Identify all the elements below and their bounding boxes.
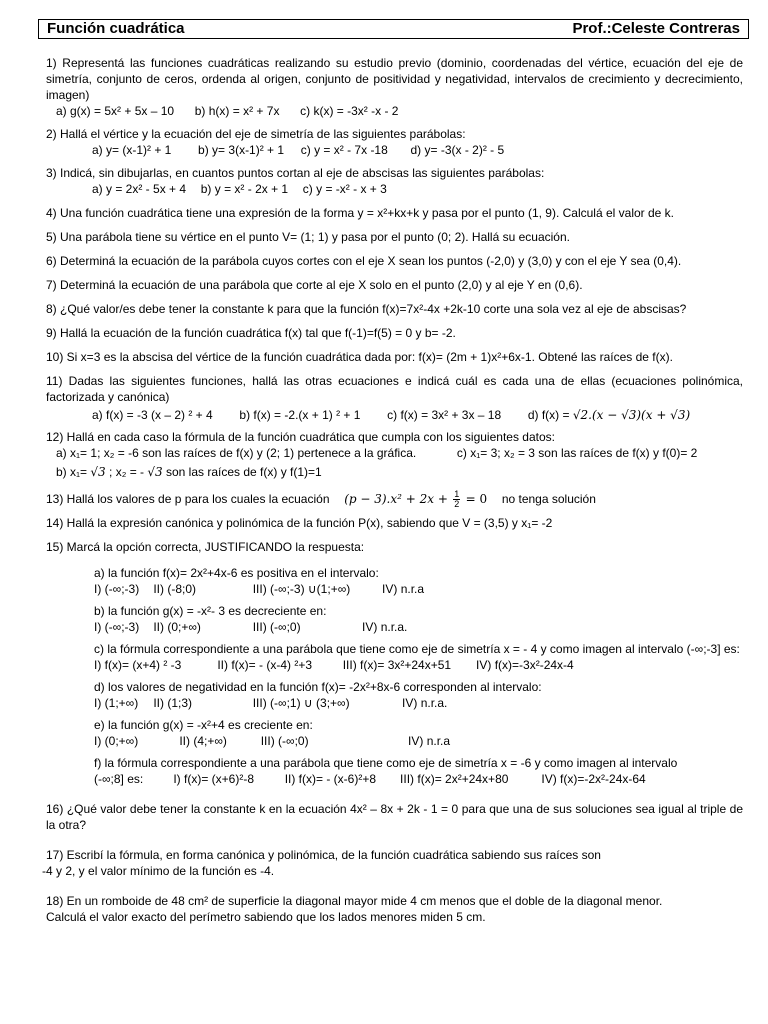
exercise-11a: a) f(x) = -3 (x – 2) ² + 4 bbox=[92, 408, 213, 422]
choice: I) f(x)= (x+4) ² -3 bbox=[94, 658, 182, 672]
exercise-8: 8) ¿Qué valor/es debe tener la constante k para que la función f(x)=7x²-4x +2k-10 corte una sola vez al eje de abscisas? bbox=[46, 302, 687, 316]
exercise-2c: c) y = x² - 7x -18 bbox=[300, 143, 388, 157]
choice: IV) n.r.a. bbox=[402, 696, 448, 710]
choice: IV) n.r.a bbox=[382, 582, 425, 596]
exercise-15c: c) la fórmula correspondiente a una parábola que tiene como eje de simetría x = - 4 y como imagen al intervalo (-∞;-3] es: bbox=[94, 642, 740, 656]
exercise-16: 16) ¿Qué valor debe tener la constante k en la ecuación 4x² – 8x + 2k - 1 = 0 para que una de sus soluciones sea igual al triple de la otra? bbox=[46, 802, 743, 832]
exercise-17-line-1: 17) Escribí la fórmula, en forma canónica y polinómica, de la función cuadrática sabiendo sus raíces son bbox=[46, 848, 601, 862]
fraction-denominator: 2 bbox=[454, 499, 460, 510]
worksheet-header bbox=[38, 19, 749, 39]
exercise-18-line-2: Calculá el valor exacto del perímetro sabiendo que los lados menores miden 5 cm. bbox=[46, 910, 486, 924]
exercise-1a: a) g(x) = 5x² + 5x – 10 bbox=[56, 104, 175, 118]
exercise-6: 6) Determiná la ecuación de la parábola cuyos cortes con el eje X sean los puntos (-2,0) y (3,0) y con el eje Y sea (0,4). bbox=[46, 254, 682, 268]
exercise-13-text: 13) Hallá los valores de p para los cuales la ecuación bbox=[46, 492, 330, 506]
exercise-1: 1) Representá las funciones cuadráticas realizando su estudio previo (dominio, coordenadas del vértice, ecuación del eje de simetría, conjunto de ceros, ordenda al origen, conjunto de positividad y negatividad, intervalos de crecimiento y decrecimiento, imagen) bbox=[46, 56, 743, 102]
exercise-15c-choices bbox=[94, 657, 743, 673]
exercise-3-items bbox=[46, 181, 743, 197]
exercise-2a: a) y= (x-1)² + 1 bbox=[92, 143, 172, 157]
exercise-11d-label: d) f(x) = bbox=[527, 408, 570, 422]
one-half-fraction bbox=[453, 490, 460, 509]
choice: II) f(x)= - (x-4) ²+3 bbox=[217, 658, 313, 672]
exercise-15f-choices bbox=[94, 771, 743, 787]
exercise-9: 9) Hallá la ecuación de la función cuadrática f(x) tal que f(-1)=f(5) = 0 y b= -2. bbox=[46, 326, 456, 340]
choice: II) f(x)= - (x-6)²+8 bbox=[284, 772, 377, 786]
exercise-3b: b) y = x² - 2x + 1 bbox=[200, 182, 289, 196]
exercise-15a: a) la función f(x)= 2x²+4x-6 es positiva en el intervalo: bbox=[94, 566, 379, 580]
exercise-12: 12) Hallá en cada caso la fórmula de la función cuadrática que cumpla con los siguientes datos: bbox=[46, 430, 555, 444]
choice: I) (-∞;-3) bbox=[94, 582, 140, 596]
exercise-13-equation-right: = 0 bbox=[465, 492, 488, 506]
choice: I) (0;+∞) bbox=[94, 734, 139, 748]
choice: II) (-8;0) bbox=[153, 582, 197, 596]
exercise-17-line-2: -4 y 2, y el valor mínimo de la función es -4. bbox=[42, 864, 275, 878]
exercise-1b: b) h(x) = x² + 7x bbox=[194, 104, 280, 118]
exercise-2: 2) Hallá el vértice y la ecuación del eje de simetría de las siguientes parábolas: bbox=[46, 127, 466, 141]
exercise-15d-choices bbox=[94, 695, 743, 711]
choice: III) f(x)= 3x²+24x+51 bbox=[342, 658, 452, 672]
exercise-12-row-a bbox=[46, 445, 743, 461]
exercise-3: 3) Indicá, sin dibujarlas, en cuantos puntos cortan al eje de abscisas las siguientes parábolas: bbox=[46, 166, 545, 180]
exercise-7: 7) Determiná la ecuación de una parábola que corte al eje X solo en el punto (2,0) y al eje Y en (0,6). bbox=[46, 278, 583, 292]
exercise-15-options bbox=[46, 565, 743, 787]
choice: IV) f(x)=-3x²-24x-4 bbox=[476, 658, 574, 672]
exercise-2-items bbox=[46, 142, 743, 158]
fraction-numerator: 1 bbox=[454, 489, 460, 500]
exercise-12b-root-2: √3 bbox=[147, 465, 163, 479]
exercise-12b-mid: ; x₂ = - bbox=[109, 465, 145, 479]
exercise-2d: d) y= -3(x - 2)² - 5 bbox=[410, 143, 505, 157]
choice: IV) f(x)=-2x²-24x-64 bbox=[541, 772, 646, 786]
choice: III) (-∞;0) bbox=[252, 620, 301, 634]
exercise-11: 11) Dadas las siguientes funciones, hallá las otras ecuaciones e indicá cuál es cada una de ellas (ecuaciones polinómica, factorizada y canónica) bbox=[46, 374, 743, 404]
choice: II) (0;+∞) bbox=[153, 620, 201, 634]
exercise-15a-choices bbox=[94, 581, 743, 597]
exercise-12b-label: b) x₁= bbox=[56, 465, 88, 479]
exercise-4: 4) Una función cuadrática tiene una expresión de la forma y = x²+kx+k y pasa por el punto (1, 9). Calculá el valor de k. bbox=[46, 206, 675, 220]
exercise-5: 5) Una parábola tiene su vértice en el punto V= (1; 1) y pasa por el punto (0; 2). Hallá su ecuación. bbox=[46, 230, 570, 244]
exercise-2b: b) y= 3(x-1)² + 1 bbox=[198, 143, 285, 157]
exercise-12c: c) x₁= 3; x₂ = 3 son las raíces de f(x) y f(0)= 2 bbox=[456, 446, 698, 460]
exercise-3a: a) y = 2x² - 5x + 4 bbox=[92, 182, 187, 196]
choice: IV) n.r.a. bbox=[362, 620, 408, 634]
choice: III) f(x)= 2x²+24x+80 bbox=[400, 772, 509, 786]
exercise-13-suffix: no tenga solución bbox=[501, 492, 596, 506]
choice: III) (-∞;1) ∪ (3;+∞) bbox=[252, 696, 350, 710]
worksheet-title: Función cuadrática bbox=[47, 20, 185, 37]
exercise-15b-choices bbox=[94, 619, 743, 635]
choice: III) (-∞;0) bbox=[260, 734, 309, 748]
exercise-15d: d) los valores de negatividad en la función f(x)= -2x²+8x-6 corresponden al intervalo: bbox=[94, 680, 542, 694]
exercise-14: 14) Hallá la expresión canónica y polinómica de la función P(x), sabiendo que V = (3,5) y x₁= -2 bbox=[46, 516, 553, 530]
exercise-12-row-b bbox=[46, 461, 743, 483]
exercise-12b-root-1: √3 bbox=[90, 465, 106, 479]
exercise-15b: b) la función g(x) = -x²- 3 es decreciente en: bbox=[94, 604, 327, 618]
exercise-15f: f) la fórmula correspondiente a una parábola que tiene como eje de simetría x = -6 y como imagen al intervalo bbox=[94, 756, 678, 770]
exercise-11b: b) f(x) = -2.(x + 1) ² + 1 bbox=[239, 408, 361, 422]
choice: I) (-∞;-3) bbox=[94, 620, 140, 634]
choice: I) (1;+∞) bbox=[94, 696, 139, 710]
exercise-11-items bbox=[46, 405, 743, 425]
choice: IV) n.r.a bbox=[408, 734, 451, 748]
exercise-15: 15) Marcá la opción correcta, JUSTIFICANDO la respuesta: bbox=[46, 540, 365, 554]
exercise-1-items bbox=[46, 103, 743, 119]
choice: I) f(x)= (x+6)²-8 bbox=[173, 772, 255, 786]
exercise-13-equation-left: (p − 3).x² + 2x + bbox=[344, 492, 448, 506]
choice-lead: (-∞;8] es: bbox=[94, 772, 144, 786]
exercise-18-line-1: 18) En un romboide de 48 cm² de superficie la diagonal mayor mide 4 cm menos que el doble de la diagonal menor. bbox=[46, 894, 663, 908]
exercise-11d-formula: √2.(x − √3)(x + √3) bbox=[572, 408, 691, 422]
exercise-10: 10) Si x=3 es la abscisa del vértice de la función cuadrática dada por: f(x)= (2m + 1)x²+6x-1. Obtené las raíces de f(x). bbox=[46, 350, 673, 364]
exercise-12a: a) x₁= 1; x₂ = -6 son las raíces de f(x) y (2; 1) pertenece a la gráfica. bbox=[56, 446, 417, 460]
exercise-13 bbox=[46, 487, 743, 511]
choice: II) (1;3) bbox=[153, 696, 193, 710]
exercise-15e-choices bbox=[94, 733, 743, 749]
exercise-list bbox=[42, 55, 743, 925]
exercise-11c: c) f(x) = 3x² + 3x – 18 bbox=[387, 408, 502, 422]
exercise-12b-text: son las raíces de f(x) y f(1)=1 bbox=[166, 465, 322, 479]
exercise-1c: c) k(x) = -3x² -x - 2 bbox=[300, 104, 399, 118]
teacher-name: Prof.:Celeste Contreras bbox=[572, 20, 740, 37]
choice: II) (4;+∞) bbox=[179, 734, 227, 748]
exercise-15e: e) la función g(x) = -x²+4 es creciente en: bbox=[94, 718, 313, 732]
exercise-3c: c) y = -x² - x + 3 bbox=[302, 182, 387, 196]
choice: III) (-∞;-3) ∪(1;+∞) bbox=[252, 582, 351, 596]
